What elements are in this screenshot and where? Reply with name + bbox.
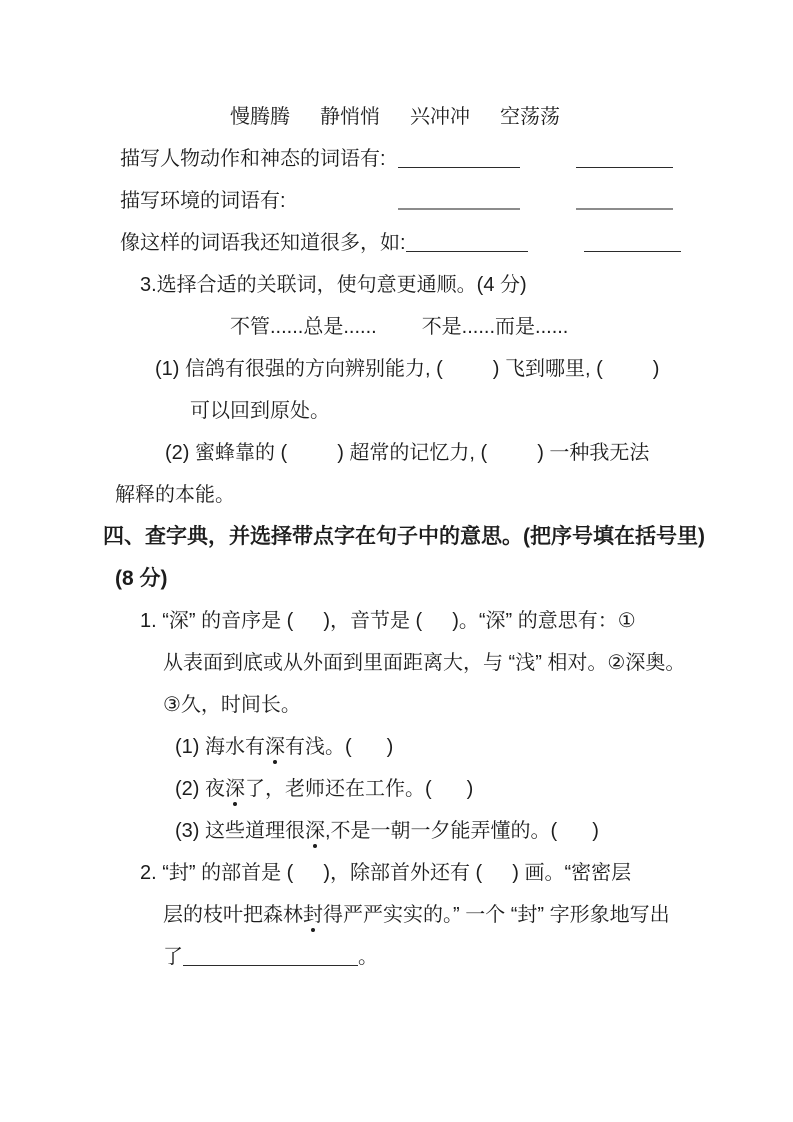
text-run: )	[386, 736, 394, 758]
text-run: )，音节是 (	[323, 610, 423, 632]
spacer	[470, 122, 500, 123]
text-run: 四、查字典，并选择带点字在句子中的意思。(把序号填在括号里)	[103, 525, 705, 548]
text-run: 了，老师还在工作。(	[245, 778, 432, 800]
section-4-heading	[0, 524, 793, 550]
text-run: )	[652, 358, 660, 380]
spacer	[487, 458, 537, 459]
text-run: 空荡荡	[500, 106, 560, 128]
text-run: 慢腾腾	[230, 106, 290, 128]
text-run: 。	[358, 946, 378, 968]
spacer	[377, 332, 422, 333]
emphasized-character: 深	[305, 820, 325, 842]
text-run: 2. “封” 的部首是 (	[140, 862, 294, 884]
prompt-action-demeanor-words	[0, 146, 793, 172]
answer-blank	[406, 231, 528, 252]
question-1-shen-header	[0, 608, 793, 634]
answer-blank	[183, 945, 358, 966]
text-run: 解释的本能。	[115, 484, 235, 506]
text-run: ,不是一朝一夕能弄懂的。(	[325, 820, 558, 842]
answer-blank	[398, 188, 520, 210]
text-run: 静悄悄	[320, 106, 380, 128]
text-run: 有浅。(	[285, 736, 352, 758]
emphasized-character: 深	[225, 778, 245, 800]
spacer	[352, 752, 387, 753]
spacer	[380, 122, 410, 123]
question-2-feng-continued	[0, 902, 793, 928]
text-run: )	[466, 778, 474, 800]
answer-blank	[576, 188, 673, 210]
text-run: ③久，时间长。	[163, 694, 301, 716]
spacer	[432, 794, 467, 795]
prompt-more-words	[0, 230, 793, 256]
spacer	[443, 374, 493, 375]
question-3-item-1	[0, 356, 793, 382]
spacer	[293, 626, 323, 627]
spacer	[603, 374, 653, 375]
text-run: )	[592, 820, 599, 842]
text-run: 描写人物动作和神态的词语有:	[120, 148, 386, 170]
question-1-item-2	[0, 776, 793, 802]
question-1-shen-definition-1	[0, 650, 793, 676]
spacer	[286, 206, 398, 207]
text-run: 层的枝叶把森林	[163, 904, 303, 926]
text-run: 得严严实实的。” 一个 “封” 字形象地写出	[323, 904, 670, 926]
emphasized-character: 封	[303, 904, 323, 926]
spacer	[482, 878, 512, 879]
text-run: 描写环境的词语有:	[120, 190, 286, 212]
text-run: 从表面到底或从外面到里面距离大，与 “浅” 相对。②深奥。	[163, 652, 686, 674]
emphasized-character: 深	[265, 736, 285, 758]
text-run: 不管......总是......	[230, 316, 377, 338]
spacer	[290, 122, 320, 123]
spacer	[422, 626, 452, 627]
text-run: (3) 这些道理很	[175, 820, 305, 842]
spacer	[386, 164, 398, 165]
text-run: (8 分)	[115, 567, 168, 590]
text-run: 可以回到原处。	[190, 400, 330, 422]
text-run: 3.选择合适的关联词，使句意更通顺。(4 分)	[140, 274, 527, 296]
text-run: 了	[163, 946, 183, 968]
text-run: (2) 夜	[175, 778, 225, 800]
spacer	[520, 164, 576, 165]
question-3-item-2-continued	[0, 482, 793, 508]
text-run: )。“深” 的意思有：①	[452, 610, 636, 632]
answer-blank	[576, 147, 673, 168]
question-1-shen-definition-2	[0, 692, 793, 718]
text-run: (1) 海水有	[175, 736, 265, 758]
spacer	[557, 836, 592, 837]
spacer	[520, 206, 576, 207]
text-run: ) 画。“密密层	[512, 862, 632, 884]
question-3-item-2	[0, 440, 793, 466]
text-run: ) 一种我无法	[537, 442, 650, 464]
text-run: ) 飞到哪里, (	[492, 358, 603, 380]
word-bank-row	[0, 104, 793, 130]
spacer	[293, 878, 323, 879]
spacer	[528, 248, 584, 249]
text-run: 1. “深” 的音序是 (	[140, 610, 294, 632]
section-4-points	[0, 566, 793, 592]
text-run: 兴冲冲	[410, 106, 470, 128]
text-run: ) 超常的记忆力, (	[337, 442, 488, 464]
question-2-feng-answer-line	[0, 944, 793, 970]
text-run: (1) 信鸽有很强的方向辨别能力, (	[155, 358, 443, 380]
text-run: )，除部首外还有 (	[323, 862, 483, 884]
text-run: (2) 蜜蜂靠的 (	[165, 442, 288, 464]
conjunction-options	[0, 314, 793, 340]
text-run: 不是......而是......	[421, 316, 569, 338]
text-run: 像这样的词语我还知道很多，如:	[120, 232, 406, 254]
answer-blank	[398, 147, 520, 168]
answer-blank	[584, 231, 681, 252]
question-1-item-1	[0, 734, 793, 760]
question-3-header	[0, 272, 793, 298]
question-2-feng-header	[0, 860, 793, 886]
spacer	[287, 458, 337, 459]
prompt-environment-words	[0, 188, 793, 214]
question-3-item-1-continued	[0, 398, 793, 424]
question-1-item-3	[0, 818, 793, 844]
